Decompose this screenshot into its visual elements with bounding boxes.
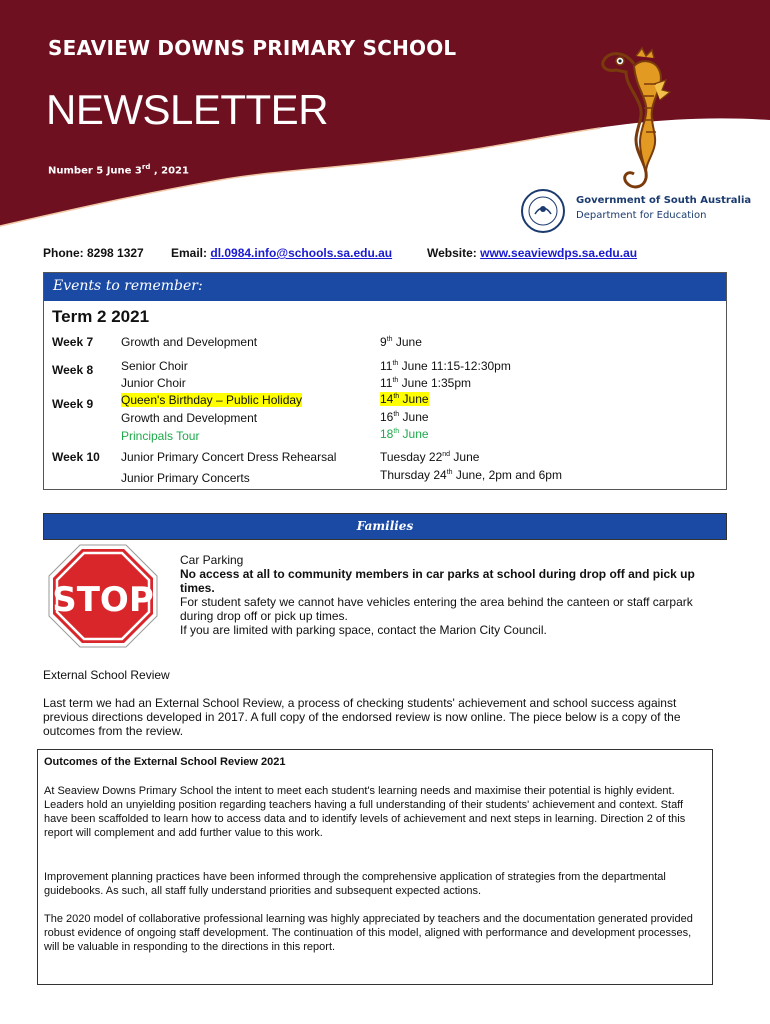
newsletter-title: NEWSLETTER	[46, 86, 329, 133]
stop-sign-icon	[47, 543, 159, 649]
event-name: Junior Primary Concerts	[121, 471, 250, 485]
event-date: 9th June	[380, 335, 422, 349]
parking-title: Car Parking	[180, 553, 244, 567]
term-title: Term 2 2021	[52, 307, 150, 326]
outcomes-paragraph: At Seaview Downs Primary School the intent to meet each student's learning needs and maximise their potential is highly evident. Leaders hold an unyielding position regarding teachers having a full understanding of their students' achievement and context. Staff have been scaffolded to learn how to access data and to identify levels of achievement and next steps in learning. Direction 2 of this report will complement and add further value to this work.	[44, 785, 686, 839]
parking-warning: No access at all to community members in car parks at school during drop off and pick up times.	[180, 567, 695, 595]
event-name: Principals Tour	[121, 429, 200, 443]
department-name: Department for Education	[576, 210, 707, 221]
website-link[interactable]: www.seaviewdps.sa.edu.au	[480, 246, 638, 260]
events-header-bar	[44, 273, 726, 301]
week-label: Week 8	[52, 363, 94, 377]
event-date: Thursday 24th June, 2pm and 6pm	[380, 468, 562, 482]
event-date: 14th June	[380, 392, 429, 406]
event-name: Senior Choir	[121, 359, 188, 373]
govt-name: Government of South Australia	[576, 195, 752, 206]
events-box	[43, 272, 727, 490]
govt-crest-icon	[520, 188, 566, 234]
event-name: Junior Primary Concert Dress Rehearsal	[121, 450, 337, 464]
event-date: 16th June	[380, 410, 429, 424]
families-heading: Families	[356, 519, 414, 533]
event-name: Growth and Development	[121, 335, 258, 349]
parking-council-text: If you are limited with parking space, contact the Marion City Council.	[180, 623, 547, 637]
week-label: Week 7	[52, 335, 94, 349]
website-contact: Website: www.seaviewdps.sa.edu.au	[427, 246, 638, 260]
review-heading: External School Review	[43, 668, 170, 682]
event-date: 11th June 1:35pm	[380, 376, 472, 390]
stop-sign-text: STOP	[52, 580, 154, 620]
email-contact: Email: dl.0984.info@schools.sa.edu.au	[171, 246, 393, 260]
events-heading: Events to remember:	[53, 278, 203, 294]
outcomes-paragraph: The 2020 model of collaborative professional learning was highly appreciated by teachers and the documentation generated provided robust evidence of ongoing staff development. The continuation of this model, aligned with performance and development processes, will be valuable in responding to the directions in this report.	[44, 913, 693, 953]
families-header-bar	[43, 513, 727, 540]
event-name: Queen's Birthday – Public Holiday	[121, 393, 303, 407]
event-date: 18th June	[380, 427, 429, 441]
seahorse-logo	[596, 44, 686, 194]
review-intro: Last term we had an External School Review, a process of checking students' achievement and school success against previous directions developed in 2017. A full copy of the endorsed review is now online. The piece below is a copy of the outcomes from the review.	[43, 696, 681, 738]
event-name: Junior Choir	[121, 376, 186, 390]
outcomes-paragraph: Improvement planning practices have been informed through the comprehensive application of strategies from the departmental guidebooks. As such, all staff fully understand priorities and subsequent expected actions.	[44, 871, 666, 897]
government-logo	[520, 188, 752, 234]
week-label: Week 10	[52, 450, 100, 464]
parking-notice	[180, 553, 725, 637]
school-name: SEAVIEW DOWNS PRIMARY SCHOOL	[48, 36, 457, 60]
event-date: Tuesday 22nd June	[380, 450, 480, 464]
parking-safety-text: For student safety we cannot have vehicles entering the area behind the canteen or staff carpark during drop off or pick up times.	[180, 595, 693, 623]
event-date: 11th June 11:15-12:30pm	[380, 359, 511, 373]
event-name: Growth and Development	[121, 411, 258, 425]
outcomes-title: Outcomes of the External School Review 2021	[44, 756, 286, 768]
phone-number: Phone: 8298 1327	[43, 246, 144, 260]
week-label: Week 9	[52, 397, 94, 411]
outcomes-box	[37, 749, 713, 985]
issue-info: Number 5 June 3rd , 2021	[48, 163, 189, 177]
email-link[interactable]: dl.0984.info@schools.sa.edu.au	[210, 246, 393, 260]
